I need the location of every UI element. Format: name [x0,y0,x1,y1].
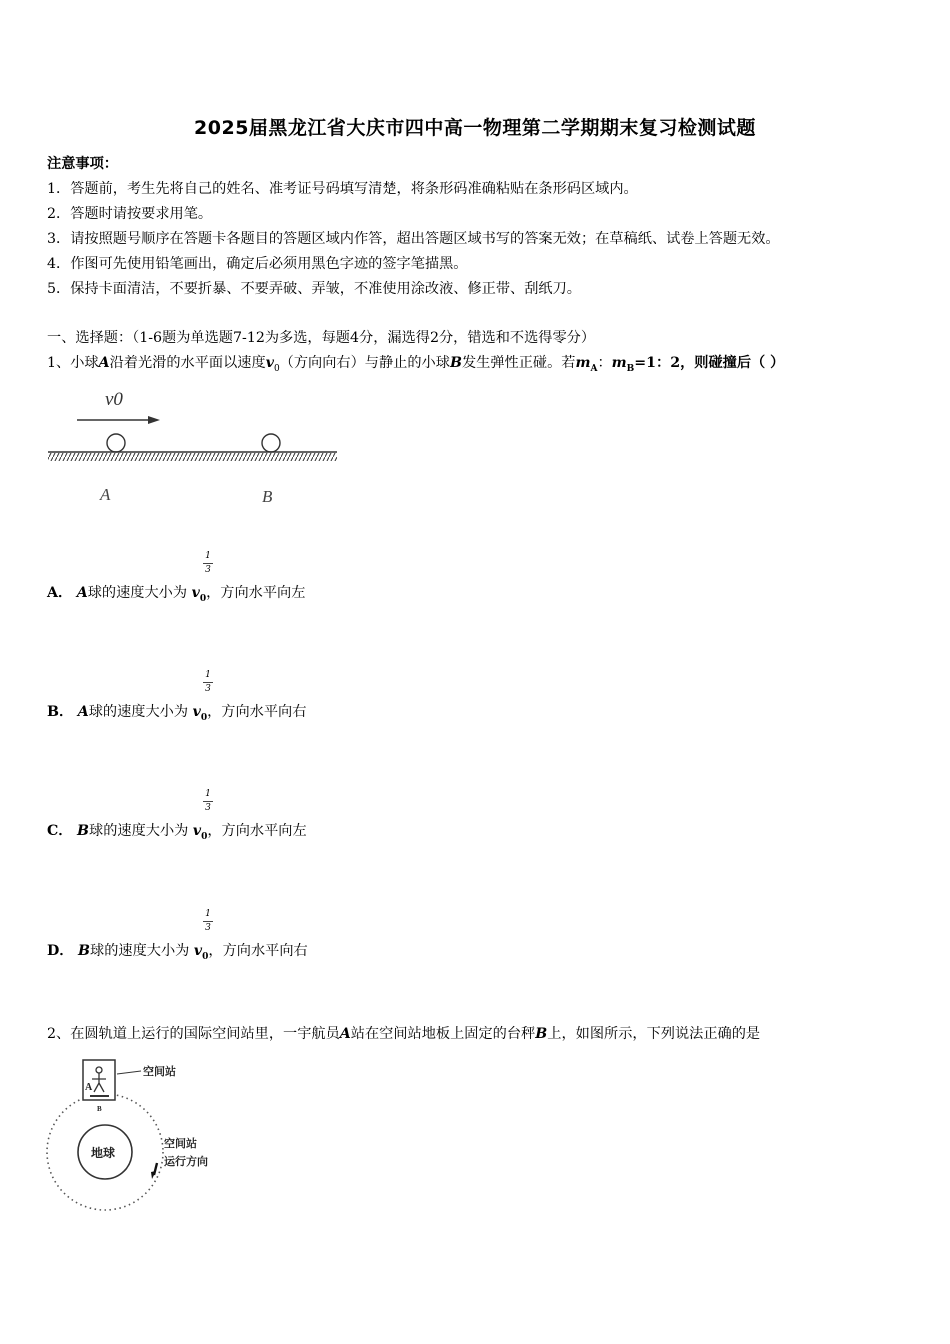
fraction-one-third: 1 3 [203,670,213,695]
note-item-2: 2．答题时请按要求用笔。 [47,206,213,222]
fraction-one-third: 1 3 [203,909,213,934]
note-item-5: 5．保持卡面清洁，不要折暴、不要弄破、弄皱，不准使用涂改液、修正带、刮纸刀。 [47,281,581,297]
scale-label: B [97,1105,102,1113]
velocity-arrowhead [148,416,160,424]
fraction-one-third: 1 3 [203,789,213,814]
station-pointer [117,1071,141,1074]
note-item-3: 3．请按照题号顺序在答题卡各题目的答题区域内作答，超出答题区域书写的答案无效；在草稿纸、试卷上答题无效。 [47,231,780,247]
ball-a [107,434,125,452]
ball-b-label: B [262,487,273,506]
earth-label: 地球 [91,1146,116,1160]
astronaut-label: A [85,1082,93,1093]
question-1-stem: 1、小球A沿着光滑的水平面以速度$v_0$（方向向右）与静止的小球B发生弹性正碰。若$m_A$：$m_B=1$：2，则碰撞后（ ） [47,355,785,374]
collision-figure [45,385,345,510]
ball-a-label: A [100,485,111,504]
station-label: 空间站 [143,1066,176,1078]
space-station-figure [45,1055,245,1220]
option-d[interactable]: D． B球的速度大小为 $v_0$，方向水平向右 [47,943,308,962]
option-b[interactable]: B． A球的速度大小为 $v_0$，方向水平向右 [47,704,307,723]
section-heading: 一、选择题：（1-6题为单选题7-12为多选，每题4分，漏选得2分，错选和不选得零分） [47,330,596,346]
note-item-4: 4．作图可先使用铅笔画出，确定后必须用黑色字迹的签字笔描黑。 [47,256,468,272]
motion-label-line-2: 运行方向 [164,1156,208,1168]
note-item-1: 1．答题前，考生先将自己的姓名、准考证号码填写清楚，将条形码准确粘贴在条形码区域内。 [47,181,638,197]
question-2-stem: 2、在圆轨道上运行的国际空间站里，一宇航员A站在空间站地板上固定的台秤B上，如图所示，下列说法正确的是 [47,1026,761,1042]
motion-arrowhead [151,1171,156,1179]
ball-b [262,434,280,452]
page-title: 2025届黑龙江省大庆市四中高一物理第二学期期末复习检测试题 [194,117,756,139]
notes-heading: 注意事项： [47,156,118,172]
motion-label-line-1: 空间站 [164,1138,197,1150]
fraction-one-third: 1 3 [203,551,213,576]
ground-hatch [48,453,337,461]
velocity-label: v0 [105,389,123,410]
option-c[interactable]: C． B球的速度大小为 $v_0$，方向水平向左 [47,823,307,842]
option-a[interactable]: A． A球的速度大小为 $v_0$，方向水平向左 [47,585,306,604]
